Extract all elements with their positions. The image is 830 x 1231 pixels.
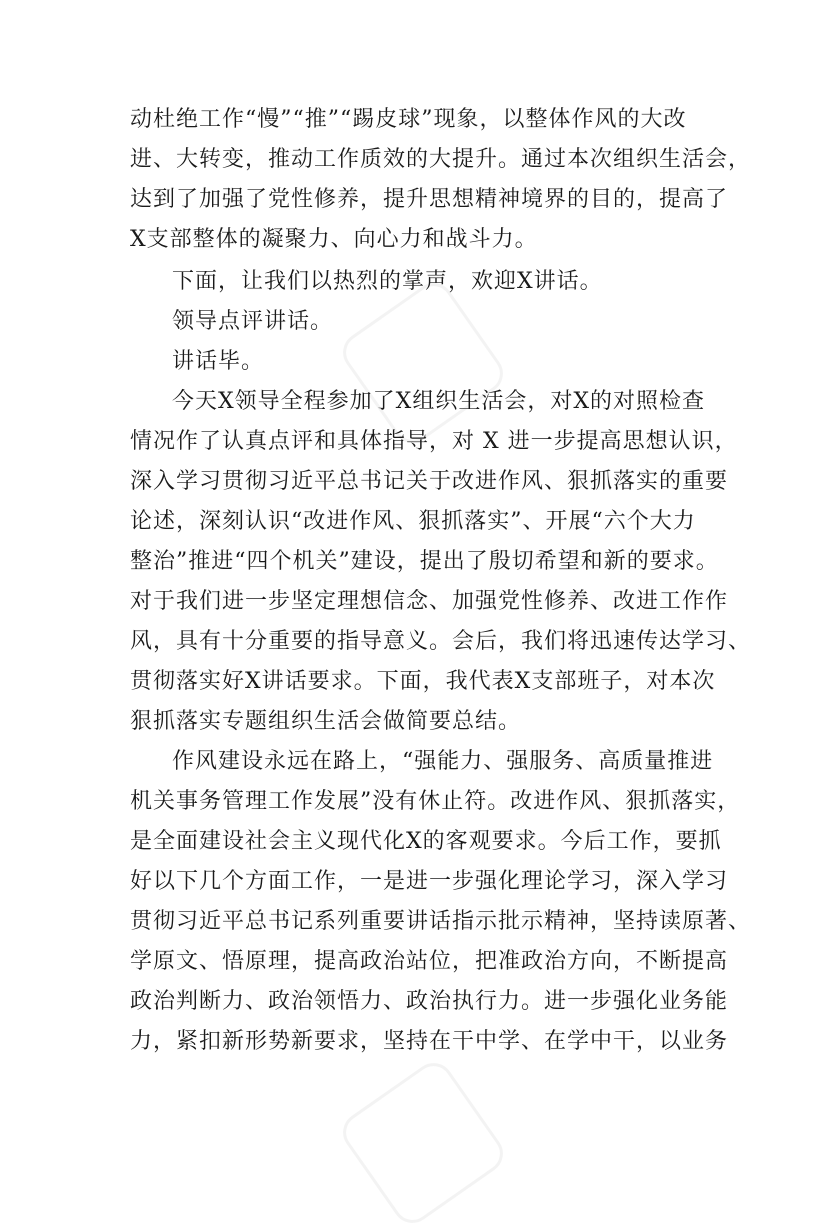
text-line: 讲话毕。 bbox=[172, 349, 265, 374]
text-line: 进、大转变，推动工作质效的大提升。通过本次组织生活会， bbox=[130, 147, 752, 172]
text-line: 动杜绝工作“慢”“推”“踢皮球”现象，以整体作风的大改 bbox=[130, 107, 687, 132]
text-line: 风，具有十分重要的指导意义。会后，我们将迅速传达学习、 bbox=[130, 629, 752, 654]
text-line: 下面，让我们以热烈的掌声，欢迎X讲话。 bbox=[172, 269, 603, 294]
text-line: 机关事务管理工作发展”没有休止符。改进作风、狠抓落实， bbox=[130, 789, 741, 814]
watermark-logo bbox=[335, 1055, 510, 1230]
text-line: 学原文、悟原理，提高政治站位，把准政治方向，不断提高 bbox=[130, 949, 729, 974]
watermark-logo bbox=[335, 275, 510, 450]
text-line: 力，紧扣新形势新要求，坚持在干中学、在学中干，以业务 bbox=[130, 1029, 729, 1054]
text-line: 达到了加强了党性修养，提升思想精神境界的目的，提高了 bbox=[130, 187, 729, 212]
text-line: 作风建设永远在路上，“强能力、强服务、高质量推进 bbox=[172, 749, 714, 774]
text-line: X支部整体的凝聚力、向心力和战斗力。 bbox=[130, 227, 538, 252]
text-line: 贯彻习近平总书记系列重要讲话指示批示精神，坚持读原著、 bbox=[130, 909, 752, 934]
text-line: 对于我们进一步坚定理想信念、加强党性修养、改进工作作 bbox=[130, 589, 729, 614]
text-line: 好以下几个方面工作，一是进一步强化理论学习，深入学习 bbox=[130, 869, 729, 894]
text-line: 政治判断力、政治领悟力、政治执行力。进一步强化业务能 bbox=[130, 989, 729, 1014]
text-line: 是全面建设社会主义现代化X的客观要求。今后工作，要抓 bbox=[130, 829, 722, 854]
text-line: 深入学习贯彻习近平总书记关于改进作风、狠抓落实的重要 bbox=[130, 469, 729, 494]
text-line: 今天X领导全程参加了X组织生活会，对X的对照检查 bbox=[172, 389, 705, 414]
text-line: 情况作了认真点评和具体指导，对 X 进一步提高思想认识， bbox=[130, 429, 738, 454]
text-line: 整治”推进“四个机关”建设，提出了殷切希望和新的要求。 bbox=[130, 549, 719, 574]
text-line: 论述，深刻认识“改进作风、狠抓落实”、开展“六个大力 bbox=[130, 509, 696, 534]
text-line: 领导点评讲话。 bbox=[172, 309, 334, 334]
text-line: 贯彻落实好X讲话要求。下面，我代表X支部班子，对本次 bbox=[130, 669, 716, 694]
text-line: 狠抓落实专题组织生活会做简要总结。 bbox=[130, 709, 522, 734]
